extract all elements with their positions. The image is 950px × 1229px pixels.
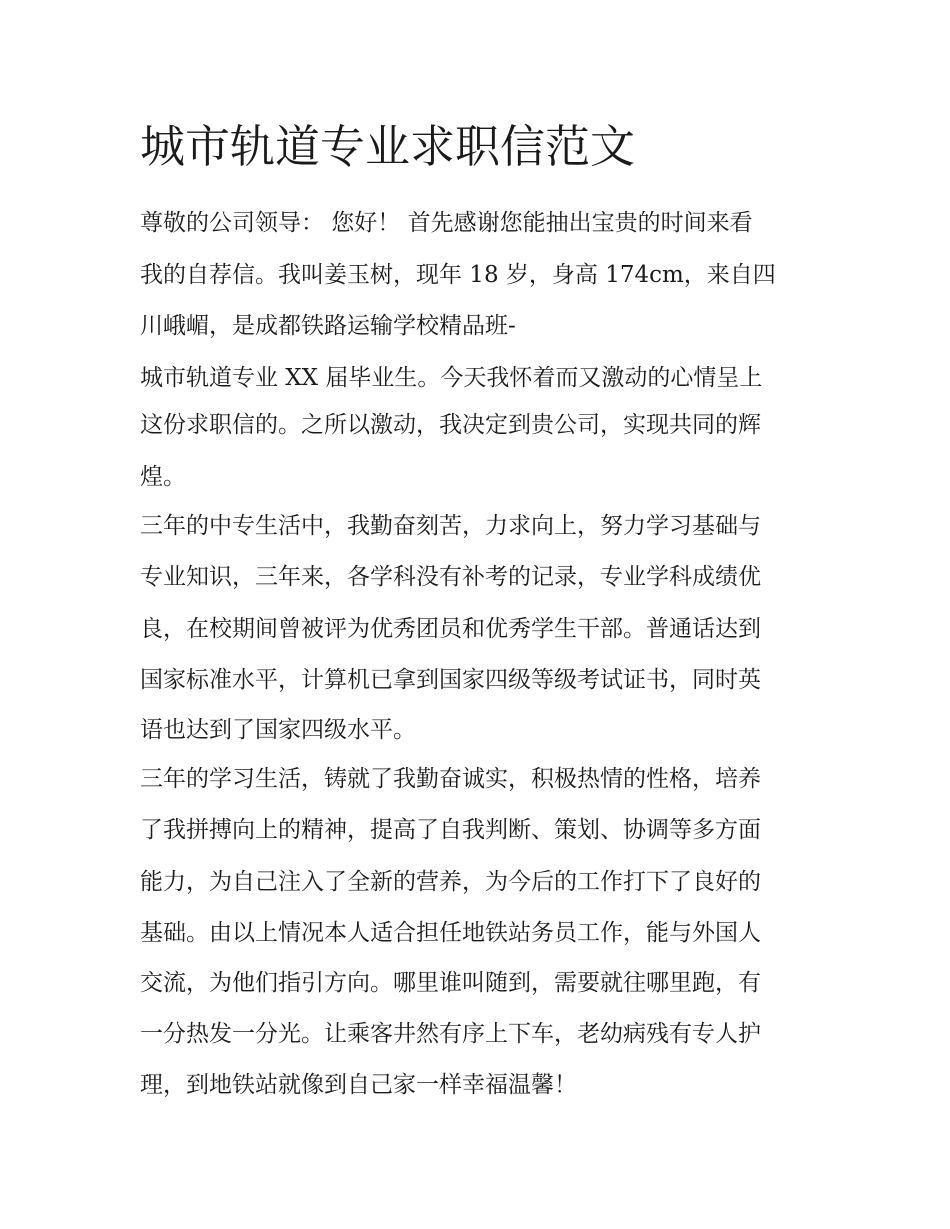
body-line: 煌。	[140, 464, 186, 490]
body-line: 理，到地铁站就像到自己家一样幸福温馨！	[140, 1072, 577, 1098]
body-line: 尊敬的公司领导： 您好！ 首先感谢您能抽出宝贵的时间来看	[140, 210, 753, 236]
body-line: 基础。由以上情况本人适合担任地铁站务员工作，能与外国人	[140, 920, 761, 946]
body-line: 能力，为自己注入了全新的营养，为今后的工作打下了良好的	[140, 869, 761, 895]
body-line: 三年的学习生活，铸就了我勤奋诚实，积极热情的性格，培养	[140, 766, 761, 792]
body-line: 交流，为他们指引方向。哪里谁叫随到，需要就往哪里跑，有	[140, 970, 761, 996]
body-line: 了我拼搏向上的精神，提高了自我判断、策划、协调等多方面	[140, 817, 761, 843]
body-line: 专业知识，三年来，各学科没有补考的记录，专业学科成绩优	[140, 564, 761, 590]
body-line: 我的自荐信。我叫姜玉树，现年 18 岁，身高 174cm，来自四	[140, 262, 776, 288]
body-line: 良，在校期间曾被评为优秀团员和优秀学生干部。普通话达到	[140, 616, 761, 642]
body-line: 语也达到了国家四级水平。	[140, 717, 416, 743]
body-line: 国家标准水平，计算机已拿到国家四级等级考试证书，同时英	[140, 667, 761, 693]
body-line: 三年的中专生活中，我勤奋刻苦，力求向上，努力学习基础与	[140, 513, 761, 539]
body-line: 川峨嵋，是成都铁路运输学校精品班-	[140, 313, 516, 339]
body-line: 这份求职信的。之所以激动，我决定到贵公司，实现共同的辉	[140, 412, 761, 438]
body-line: 城市轨道专业 XX 届毕业生。今天我怀着而又激动的心情呈上	[140, 365, 763, 391]
body-line: 一分热发一分光。让乘客井然有序上下车，老幼病残有专人护	[140, 1021, 761, 1047]
document-title: 城市轨道专业求职信范文	[140, 120, 636, 173]
